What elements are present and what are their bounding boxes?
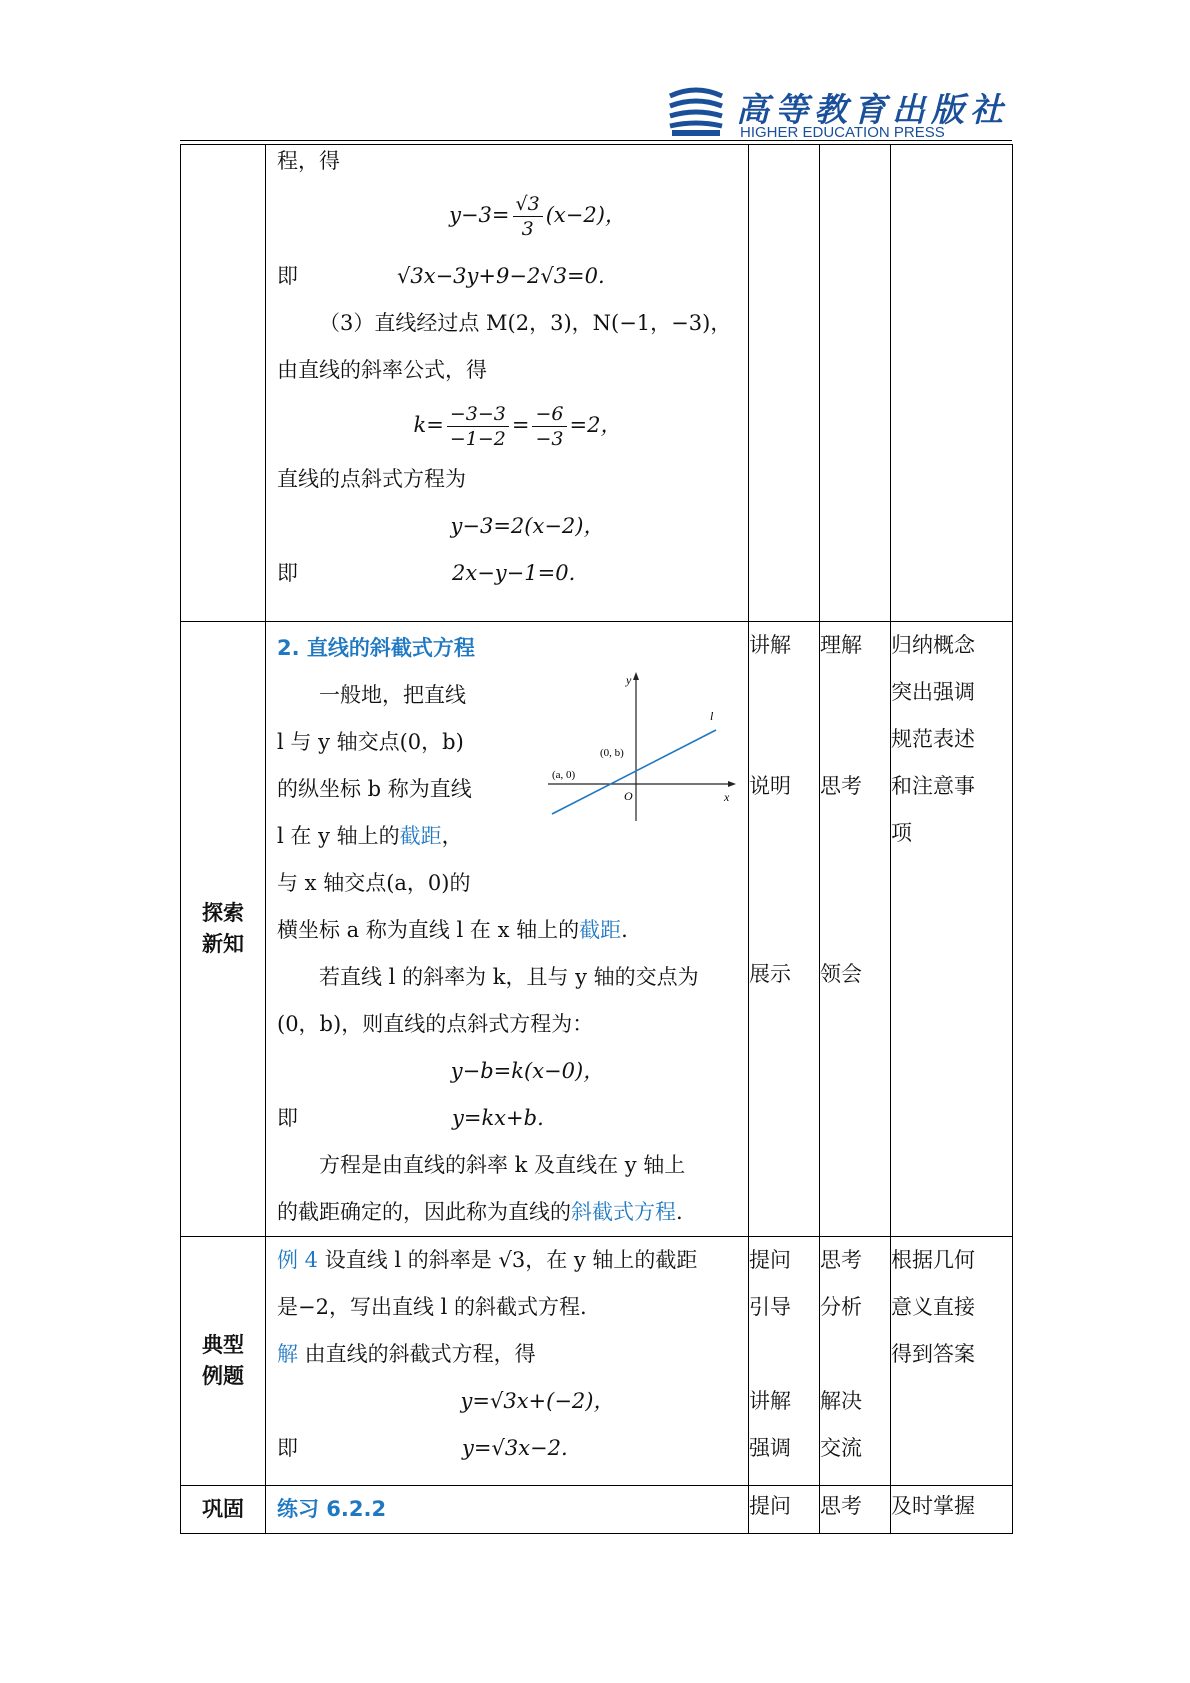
section-heading: 2. 直线的斜截式方程: [277, 636, 475, 660]
practice-heading: 练习 6.2.2: [277, 1497, 387, 1521]
publisher-logo: [666, 84, 1012, 140]
publisher-name-cn: 高等教育出版社: [736, 90, 1009, 129]
table-row-continuation: [181, 145, 1013, 622]
publisher-name-en: HIGHER EDUCATION PRESS: [740, 124, 945, 141]
table-row-consolidate: [181, 1486, 1013, 1534]
line-label: l: [710, 709, 714, 723]
text-line: 程，得: [277, 149, 340, 173]
content-cell: [266, 1486, 749, 1534]
student-activity: 思考 分析 解决 交流: [820, 1237, 891, 1486]
teacher-activity: 讲解 说明 展示: [749, 622, 820, 1237]
content-cell: [266, 145, 749, 622]
formula-line: y−3=2(x−2)，: [450, 514, 605, 538]
term-intercept: 截距: [579, 918, 622, 942]
solution-label: 解: [277, 1342, 298, 1366]
formula-general: 即 2x−y−1=0.: [277, 561, 576, 585]
intercept-figure: [538, 666, 738, 826]
formula-slope: k= $\frac{-3-3}{-1-2}$ = $\frac{-6}{-3}$ =2，: [413, 403, 622, 450]
section-label-consolidate: 巩固: [181, 1486, 266, 1534]
design-intent: 归纳概念 突出强调 规范表述 和注意事 项: [891, 622, 1013, 1237]
term-slope-intercept-form: 斜截式方程: [571, 1200, 676, 1224]
text-line: l 与 y 轴交点(0，b): [277, 730, 464, 754]
lesson-plan-table: [180, 144, 1013, 1534]
header-rule: [180, 140, 1012, 141]
student-activity: 思考: [820, 1486, 891, 1534]
text-line: 与 x 轴交点(a，0)的: [277, 871, 471, 895]
fraction: $\frac{√3}{3}$: [513, 192, 543, 241]
formula-line: y−b=k(x−0)，: [450, 1059, 605, 1083]
table-row-examples: [181, 1237, 1013, 1486]
y-axis-label: y: [626, 673, 632, 687]
table-row-explore: [181, 622, 1013, 1237]
formula-general: 即 √3x−3y+9−2√3=0.: [277, 264, 605, 288]
content-cell: [266, 1237, 749, 1486]
design-intent: 根据几何 意义直接 得到答案: [891, 1237, 1013, 1486]
teacher-activity: 提问 引导 讲解 强调: [749, 1237, 820, 1486]
design-intent: 及时掌握: [891, 1486, 1013, 1534]
text-line: 的截距确定的，因此称为直线的斜截式方程.: [277, 1200, 683, 1224]
formula-line: y=√3x+(−2)，: [460, 1389, 615, 1413]
text-line: 一般地，把直线: [319, 683, 466, 707]
text-line: （3）直线经过点 M(2，3)，N(−1，−3)，: [319, 311, 732, 335]
publisher-emblem-icon: [666, 86, 726, 140]
term-intercept: 截距: [399, 824, 442, 848]
solution-line: 解 由直线的斜截式方程，得: [277, 1342, 536, 1366]
origin-label: O: [624, 789, 633, 803]
student-activity: 理解 思考 领会: [820, 622, 891, 1237]
section-cell: [181, 145, 266, 622]
teacher-activity: 提问: [749, 1486, 820, 1534]
content-cell: [266, 622, 749, 1237]
text-line: l 在 y 轴上的截距，: [277, 824, 463, 848]
example-statement: 例 4 设直线 l 的斜率是 √3，在 y 轴上的截距: [277, 1248, 698, 1272]
x-axis-label: x: [724, 790, 730, 804]
section-label-explore: 探索新知: [181, 622, 266, 1237]
section-label-examples: 典型例题: [181, 1237, 266, 1486]
text-line: (0，b)，则直线的点斜式方程为：: [277, 1012, 594, 1036]
text-line: 由直线的斜率公式，得: [277, 358, 487, 382]
formula-general: 即 y=kx+b.: [277, 1106, 544, 1130]
text-line: 直线的点斜式方程为: [277, 467, 466, 491]
y-intercept-label: (0, b): [600, 747, 624, 759]
text-line: 是−2，写出直线 l 的斜截式方程.: [277, 1295, 587, 1319]
text-line: 若直线 l 的斜率为 k，且与 y 轴的交点为: [319, 965, 699, 989]
formula-general: 即 y=√3x−2.: [277, 1436, 568, 1460]
x-intercept-label: (a, 0): [552, 769, 576, 781]
text-line: 方程是由直线的斜率 k 及直线在 y 轴上: [319, 1153, 686, 1177]
example-label: 例 4: [277, 1248, 319, 1272]
text-line: 横坐标 a 称为直线 l 在 x 轴上的截距.: [277, 918, 628, 942]
text-line: 的纵坐标 b 称为直线: [277, 777, 472, 801]
formula-point-slope: y−3= $\frac{√3}{3}$ (x−2)，: [449, 193, 626, 240]
